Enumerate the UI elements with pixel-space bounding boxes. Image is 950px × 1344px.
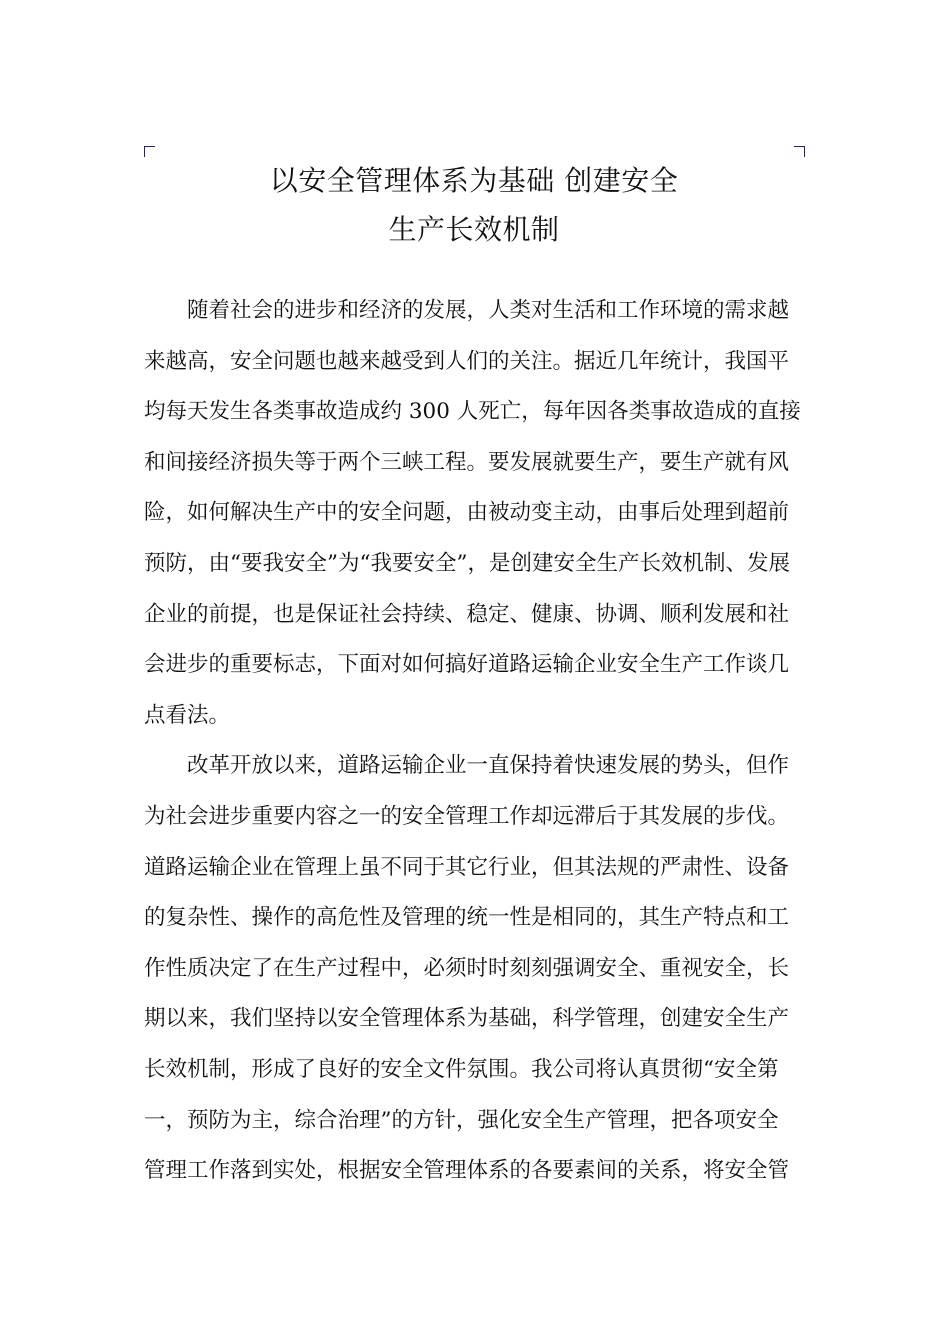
paragraph-line: 期以来，我们坚持以安全管理体系为基础，科学管理，创建安全生产: [144, 1006, 790, 1032]
paragraph-line: 险，如何解决生产中的安全问题，由被动变主动，由事后处理到超前: [144, 500, 790, 526]
paragraph-line: 企业的前提，也是保证社会持续、稳定、健康、协调、顺利发展和社: [144, 601, 790, 627]
paragraph-line: 会进步的重要标志，下面对如何搞好道路运输企业安全生产工作谈几: [144, 652, 790, 678]
document-title-line-1: 以安全管理体系为基础 创建安全: [269, 164, 679, 197]
crop-mark-top-right: [794, 146, 805, 157]
paragraph-line: 预防，由“要我安全”为“我要安全”，是创建安全生产长效机制、发展: [144, 550, 790, 576]
paragraph-line: 随着社会的进步和经济的发展，人类对生活和工作环境的需求越: [187, 298, 790, 323]
paragraph-line: 作性质决定了在生产过程中，必须时时刻刻强调安全、重视安全，长: [144, 955, 790, 981]
paragraph-line: 均每天发生各类事故造成约 300 人死亡，每年因各类事故造成的直接: [144, 399, 801, 425]
document-title-line-2: 生产长效机制: [388, 213, 560, 246]
paragraph-line: 道路运输企业在管理上虽不同于其它行业，但其法规的严肃性、设备: [144, 854, 790, 880]
paragraph-1: [144, 288, 824, 743]
paragraph-line: 来越高，安全问题也越来越受到人们的关注。据近几年统计，我国平: [144, 348, 790, 374]
paragraph-line: 和间接经济损失等于两个三峡工程。要发展就要生产，要生产就有风: [144, 449, 790, 475]
paragraph-line: 改革开放以来，道路运输企业一直保持着快速发展的势头，但作: [187, 753, 790, 779]
document-body: [144, 288, 824, 1199]
paragraph-2: [144, 743, 824, 1198]
paragraph-line: 点看法。: [144, 702, 231, 728]
crop-mark-top-left: [144, 146, 155, 157]
paragraph-line: 一，预防为主，综合治理”的方针，强化安全生产管理，把各项安全: [144, 1107, 779, 1133]
paragraph-line: 的复杂性、操作的高危性及管理的统一性是相同的，其生产特点和工: [144, 905, 790, 931]
paragraph-line: 管理工作落到实处，根据安全管理体系的各要素间的关系，将安全管: [144, 1158, 790, 1184]
paragraph-line: 长效机制，形成了良好的安全文件氛围。我公司将认真贯彻“安全第: [144, 1056, 779, 1082]
paragraph-line: 为社会进步重要内容之一的安全管理工作却远滞后于其发展的步伐。: [144, 803, 790, 829]
